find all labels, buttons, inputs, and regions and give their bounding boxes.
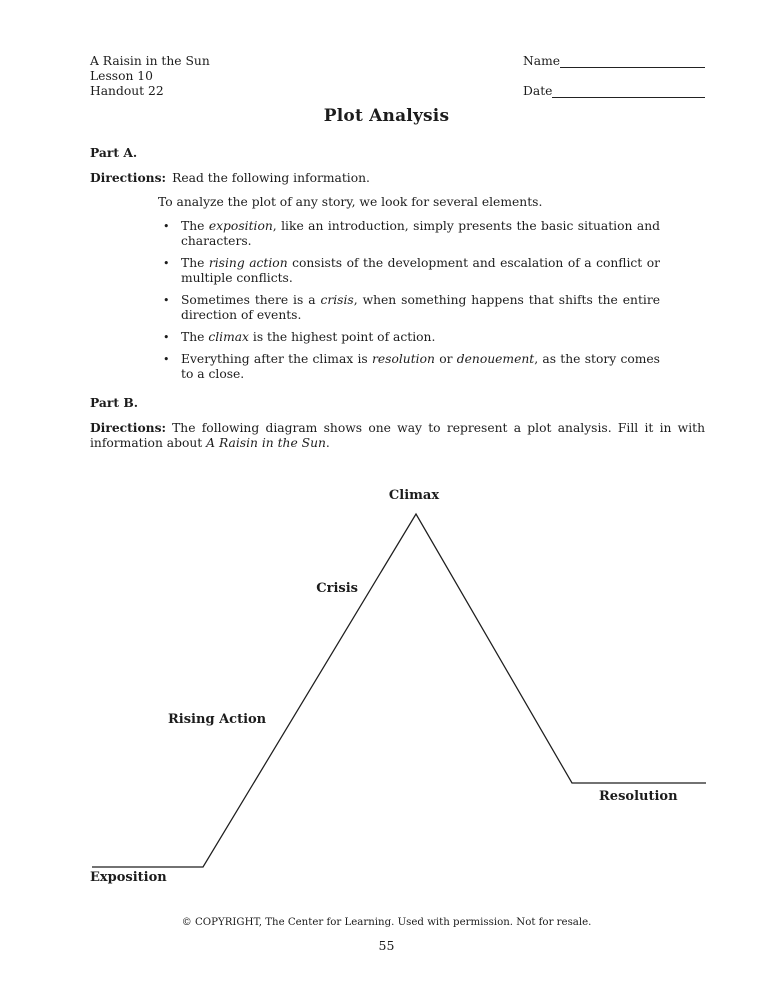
directions-text: Read the following information. — [172, 171, 370, 185]
part-b-directions: Directions: The following diagram shows one way to represent a plot analysis. Fill it in with information about A Raisin in the Sun. — [90, 420, 705, 450]
label-climax: Climax — [388, 488, 440, 503]
part-a-heading: Part A. — [90, 145, 138, 160]
directions-label: Directions: — [90, 420, 167, 435]
page-number: 55 — [378, 938, 395, 953]
intro-paragraph: To analyze the plot of any story, we look for several elements. — [158, 195, 543, 209]
bullet-text: Everything after the climax is resolution or denouement, as the story comes to a close. — [181, 352, 660, 381]
label-rising-action: Rising Action — [168, 712, 267, 727]
bullet-icon: • — [163, 353, 170, 366]
bullet-text: The climax is the highest point of action. — [181, 330, 436, 344]
header-lesson: Lesson 10 — [90, 69, 153, 83]
part-a-section — [90, 145, 705, 382]
bullet-text: The exposition, like an introduction, simply presents the basic situation and characters. — [181, 219, 660, 248]
date-fill-line — [552, 97, 705, 98]
directions-label: Directions: — [90, 170, 167, 185]
part-b-heading: Part B. — [90, 395, 138, 410]
header-course: A Raisin in the Sun — [90, 54, 210, 68]
part-b-section — [90, 395, 705, 451]
bullet-item-climax — [163, 330, 660, 345]
footer-copyright: © COPYRIGHT, The Center for Learning. Used with permission. Not for resale. — [181, 917, 592, 928]
header-handout: Handout 22 — [90, 84, 164, 98]
bullet-list — [163, 219, 660, 382]
name-fill-line — [560, 67, 705, 68]
plot-diagram — [0, 480, 773, 910]
date-row — [523, 84, 705, 99]
label-exposition: Exposition — [90, 870, 167, 885]
bullet-item-exposition — [163, 219, 660, 249]
label-resolution: Resolution — [599, 789, 678, 804]
bullet-item-resolution — [163, 352, 660, 382]
header-right — [523, 54, 705, 99]
plot-line-graphic — [0, 480, 773, 910]
plot-line — [92, 514, 706, 867]
page-title: Plot Analysis — [323, 106, 450, 126]
bullet-text: The rising action consists of the development and escalation of a conflict or multiple conflicts. — [181, 256, 660, 285]
header-left — [90, 54, 210, 99]
date-label: Date — [523, 84, 553, 98]
bullet-icon: • — [163, 331, 170, 344]
bullet-icon: • — [163, 257, 170, 270]
bullet-text: Sometimes there is a crisis, when something happens that shifts the entire direction of events. — [181, 293, 660, 322]
bullet-icon: • — [163, 220, 170, 233]
bullet-item-crisis — [163, 293, 660, 323]
name-row — [523, 54, 705, 69]
name-label: Name — [523, 54, 561, 68]
bullet-icon: • — [163, 294, 170, 307]
label-crisis: Crisis — [316, 581, 358, 596]
bullet-item-rising-action — [163, 256, 660, 286]
part-a-directions — [90, 170, 705, 186]
